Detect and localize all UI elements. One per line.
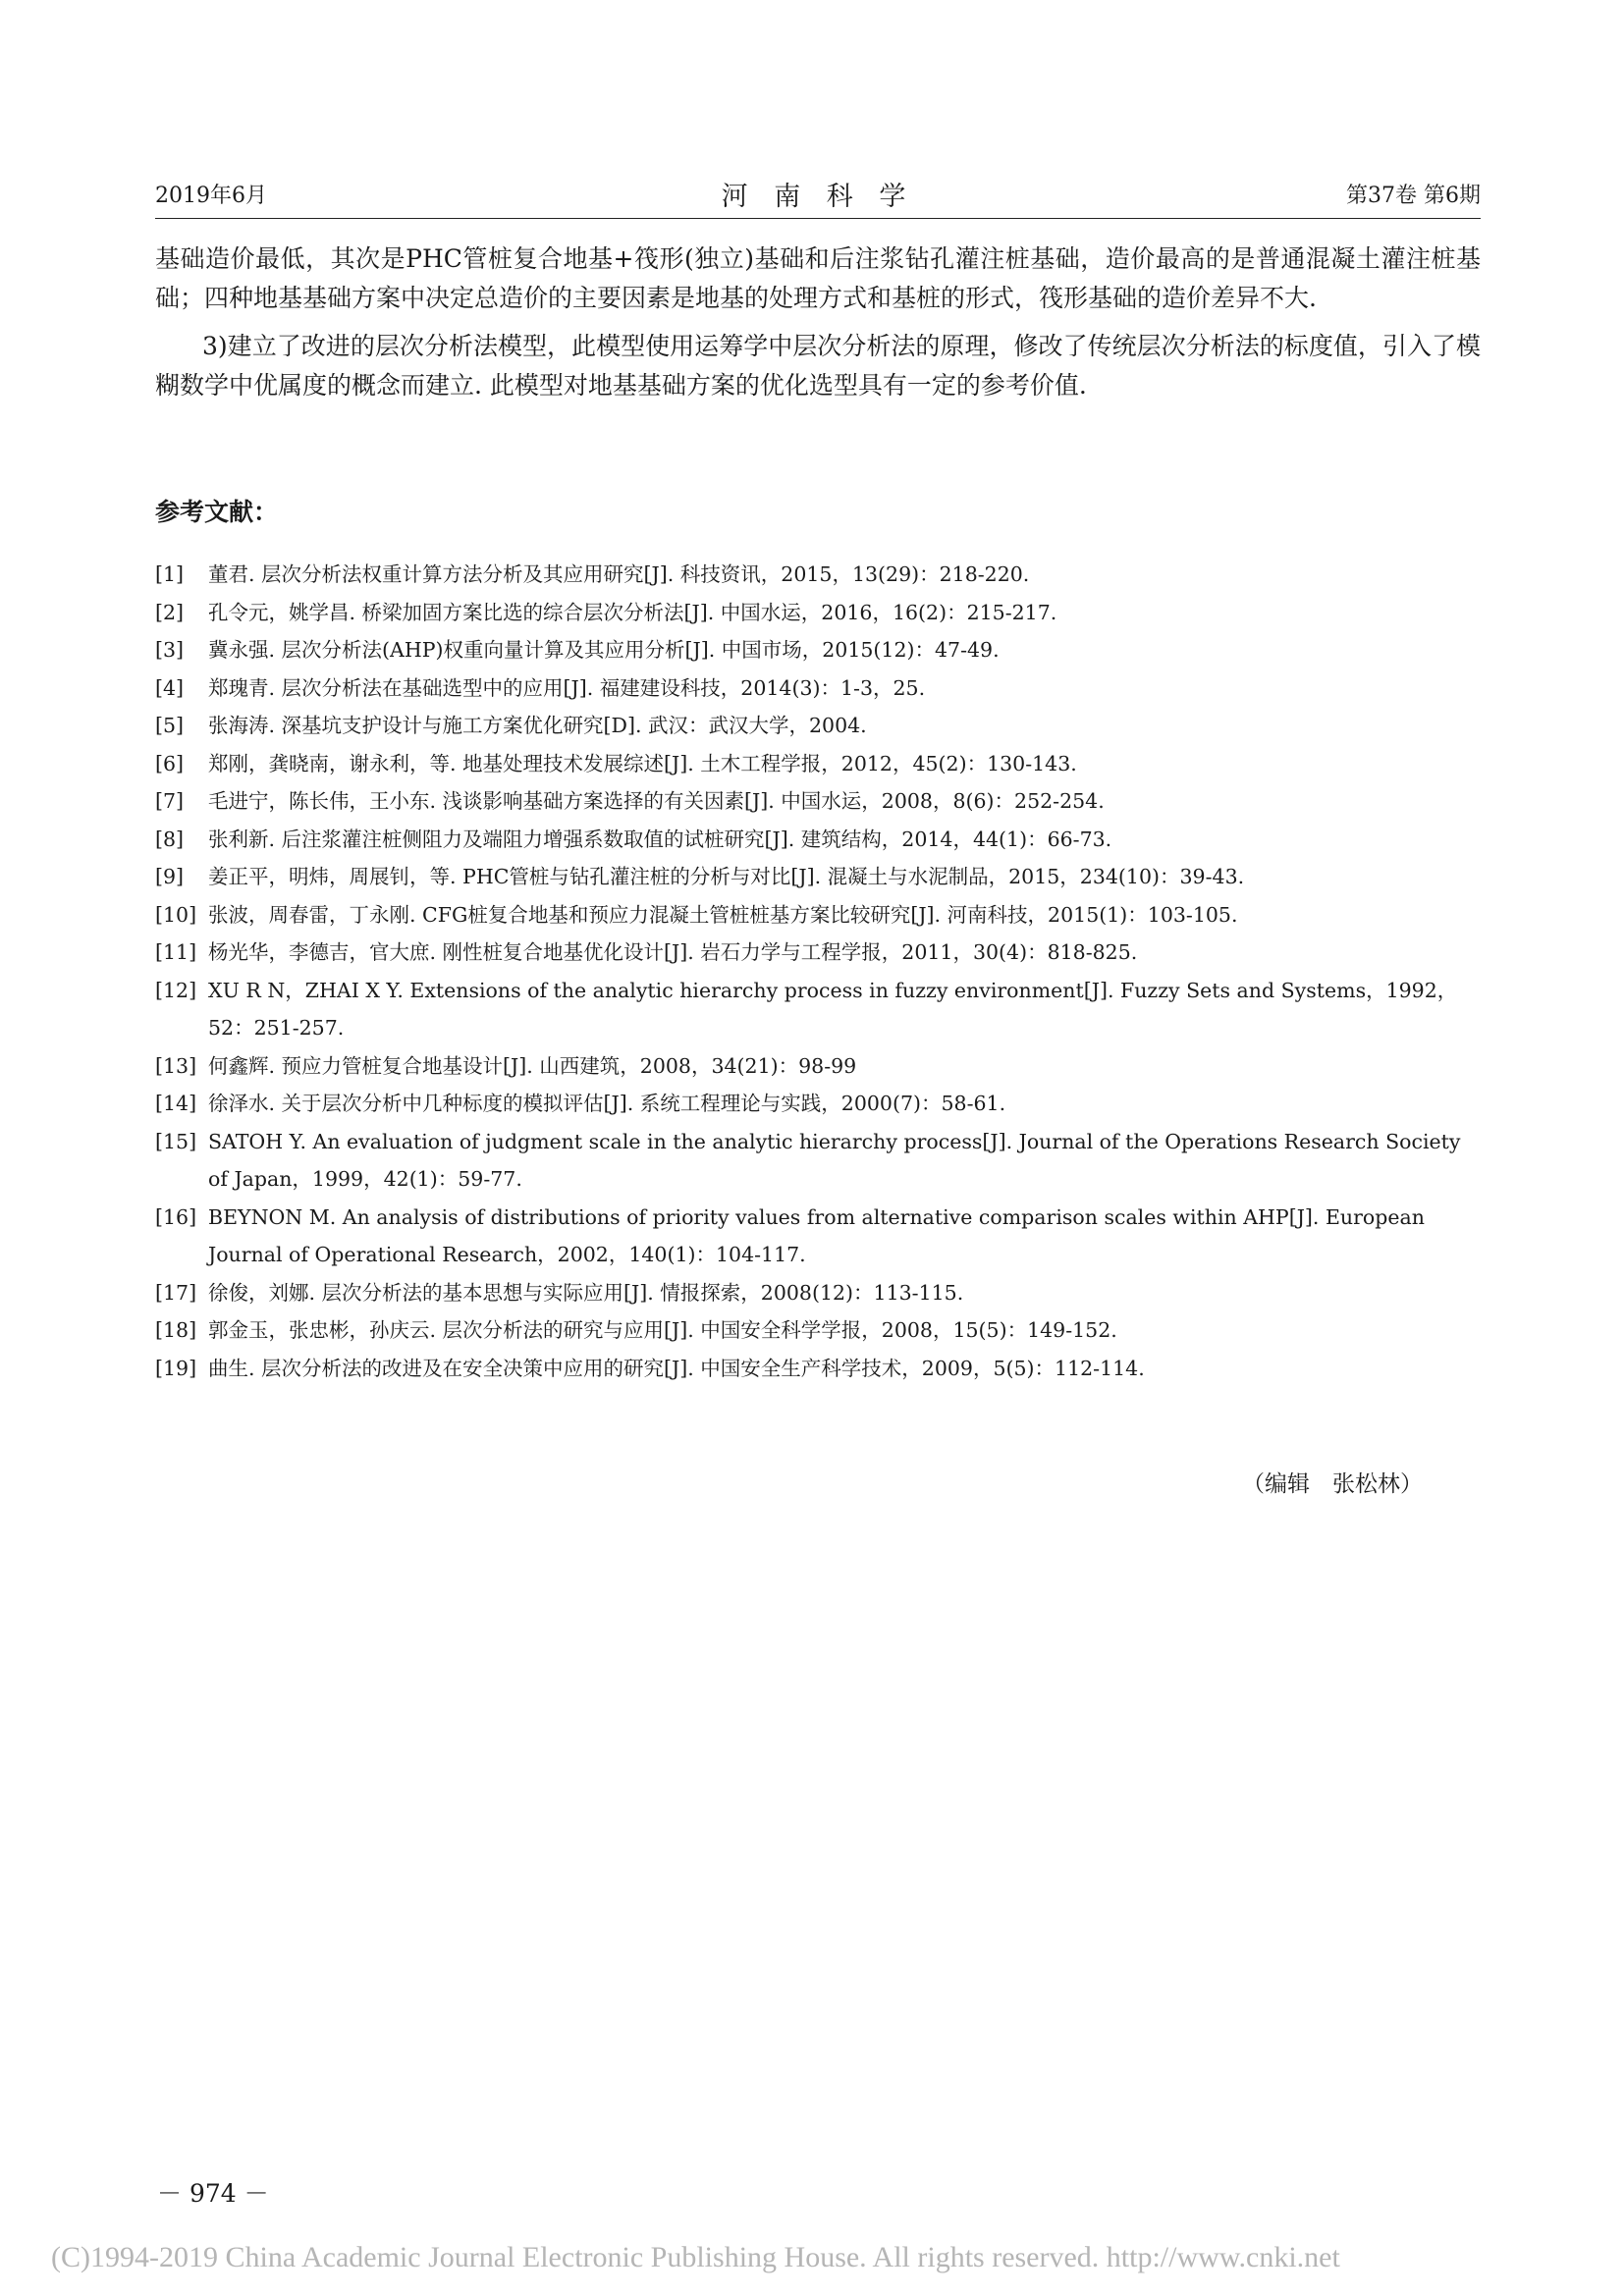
- reference-text: 张波，周春雷，丁永刚. CFG桩复合地基和预应力混凝土管桩桩基方案比较研究[J]. 河南科技，2015(1)：103-105.: [208, 902, 1238, 927]
- reference-number: [11]: [155, 940, 197, 964]
- reference-item: [155, 821, 1481, 859]
- reference-text: 郑瑰青. 层次分析法在基础选型中的应用[J]. 福建建设科技，2014(3)：1-3，25.: [208, 675, 926, 700]
- reference-text: 董君. 层次分析法权重计算方法分析及其应用研究[J]. 科技资讯，2015，13(29)：218-220.: [208, 562, 1030, 586]
- header-volume-issue: 第37卷 第6期: [1346, 184, 1481, 208]
- reference-text: XU R N，ZHAI X Y. Extensions of the analytic hierarchy process in fuzzy environment[J]. Fuzzy Sets and Systems，1992，52：251-257.: [208, 978, 1458, 1040]
- reference-item: [155, 782, 1481, 821]
- reference-number: [18]: [155, 1318, 197, 1342]
- reference-number: [14]: [155, 1092, 197, 1115]
- header-divider: [155, 218, 1481, 219]
- reference-number: [17]: [155, 1280, 197, 1305]
- reference-item: [155, 1311, 1481, 1350]
- reference-number: [10]: [155, 902, 197, 927]
- reference-text: 毛进宁，陈长伟，王小东. 浅谈影响基础方案选择的有关因素[J]. 中国水运，2008，8(6)：252-254.: [208, 789, 1105, 813]
- reference-item: [155, 594, 1481, 632]
- reference-item: [155, 631, 1481, 669]
- editor-credit: （编辑 张松林）: [1242, 1471, 1423, 1497]
- reference-text: 郑刚，龚晓南，谢永利，等. 地基处理技术发展综述[J]. 土木工程学报，2012，45(2)：130-143.: [208, 751, 1077, 775]
- reference-item: [155, 1123, 1481, 1199]
- references-list: [155, 556, 1481, 1387]
- reference-item: [155, 1274, 1481, 1312]
- reference-text: 张海涛. 深基坑支护设计与施工方案优化研究[D]. 武汉：武汉大学，2004.: [208, 714, 867, 737]
- body-paragraph-1: 基础造价最低，其次是PHC管桩复合地基+筏形(独立)基础和后注浆钻孔灌注桩基础，造价最高的是普通混凝土灌注桩基础；四种地基基础方案中决定总造价的主要因素是地基的处理方式和基桩的形式，筏形基础的造价差异不大.: [155, 244, 1481, 312]
- reference-number: [15]: [155, 1129, 197, 1153]
- reference-text: 曲生. 层次分析法的改进及在安全决策中应用的研究[J]. 中国安全生产科学技术，2009，5(5)：112-114.: [208, 1356, 1145, 1380]
- reference-number: [3]: [155, 638, 185, 662]
- reference-number: [5]: [155, 714, 185, 737]
- reference-item: [155, 858, 1481, 896]
- reference-item: [155, 896, 1481, 934]
- reference-text: 姜正平，明炜，周展钊，等. PHC管桩与钻孔灌注桩的分析与对比[J]. 混凝土与水泥制品，2015，234(10)：39-43.: [208, 865, 1245, 888]
- reference-item: [155, 745, 1481, 783]
- page-number: － 974 －: [157, 2179, 269, 2208]
- reference-number: [19]: [155, 1356, 197, 1380]
- reference-item: [155, 669, 1481, 708]
- reference-number: [4]: [155, 675, 185, 700]
- running-header: [155, 175, 1481, 210]
- references-title: 参考文献：: [155, 498, 279, 526]
- reference-text: 徐泽水. 关于层次分析中几种标度的模拟评估[J]. 系统工程理论与实践，2000(7)：58-61.: [208, 1092, 1006, 1115]
- copyright-watermark: (C)1994-2019 China Academic Journal Electronic Publishing House. All rights reserved. http://www.cnki.net: [51, 2241, 1340, 2273]
- reference-text: BEYNON M. An analysis of distributions of priority values from alternative comparison scales within AHP[J]. European Journal of Operational Research，2002，140(1)：104-117.: [208, 1204, 1425, 1266]
- reference-number: [9]: [155, 865, 185, 888]
- reference-item: [155, 1047, 1481, 1086]
- reference-number: [12]: [155, 978, 197, 1002]
- reference-number: [2]: [155, 600, 185, 624]
- reference-text: 冀永强. 层次分析法(AHP)权重向量计算及其应用分析[J]. 中国市场，2015(12)：47-49.: [208, 638, 1000, 662]
- reference-text: SATOH Y. An evaluation of judgment scale in the analytic hierarchy process[J]. Journal of the Operations Research Society of Japan，1999，42(1)：59-77.: [208, 1129, 1461, 1191]
- reference-number: [16]: [155, 1204, 197, 1229]
- reference-number: [13]: [155, 1053, 197, 1078]
- body-text: [155, 240, 1481, 405]
- header-journal-name: 河 南 科 学: [721, 182, 915, 212]
- reference-item: [155, 707, 1481, 745]
- reference-item: [155, 1350, 1481, 1388]
- reference-number: [1]: [155, 562, 185, 586]
- reference-item: [155, 1199, 1481, 1274]
- body-paragraph-2: 3)建立了改进的层次分析法模型，此模型使用运筹学中层次分析法的原理，修改了传统层次分析法的标度值，引入了模糊数学中优属度的概念而建立. 此模型对地基基础方案的优化选型具有一定的参考价值.: [155, 332, 1481, 400]
- reference-text: 孔令元，姚学昌. 桥梁加固方案比选的综合层次分析法[J]. 中国水运，2016，16(2)：215-217.: [208, 600, 1057, 624]
- reference-number: [7]: [155, 789, 185, 813]
- reference-text: 杨光华，李德吉，官大庶. 刚性桩复合地基优化设计[J]. 岩石力学与工程学报，2011，30(4)：818-825.: [208, 940, 1138, 964]
- reference-item: [155, 972, 1481, 1047]
- header-date: 2019年6月: [155, 184, 267, 208]
- reference-number: [8]: [155, 827, 185, 851]
- reference-text: 郭金玉，张忠彬，孙庆云. 层次分析法的研究与应用[J]. 中国安全科学学报，2008，15(5)：149-152.: [208, 1318, 1117, 1342]
- reference-text: 张利新. 后注浆灌注桩侧阻力及端阻力增强系数取值的试桩研究[J]. 建筑结构，2014，44(1)：66-73.: [208, 827, 1112, 851]
- reference-text: 何鑫辉. 预应力管桩复合地基设计[J]. 山西建筑，2008，34(21)：98-99: [208, 1053, 857, 1078]
- reference-number: [6]: [155, 751, 185, 775]
- reference-text: 徐俊，刘娜. 层次分析法的基本思想与实际应用[J]. 情报探索，2008(12)：113-115.: [208, 1280, 964, 1305]
- reference-item: [155, 1085, 1481, 1123]
- reference-item: [155, 934, 1481, 972]
- reference-item: [155, 556, 1481, 594]
